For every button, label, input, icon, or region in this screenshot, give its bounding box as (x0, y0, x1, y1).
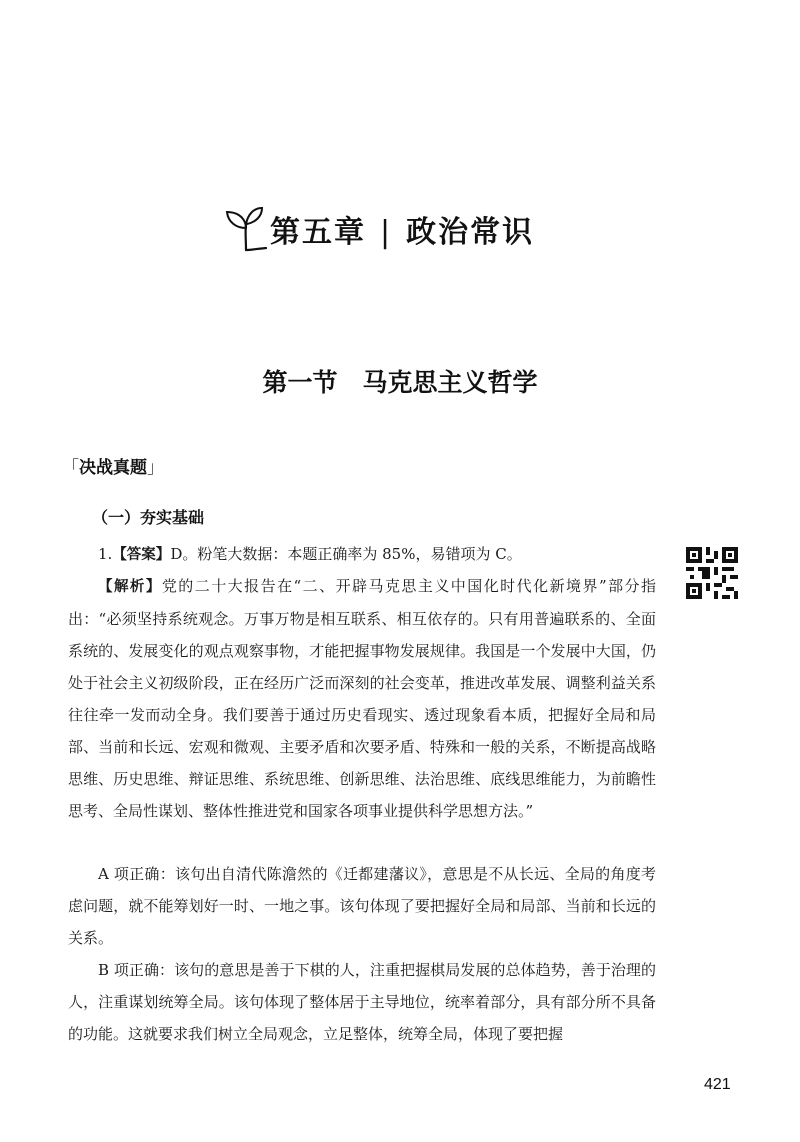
option-a-paragraph (68, 858, 656, 954)
answer-tag: 【答案】 (112, 547, 171, 563)
chapter-separator: | (380, 215, 393, 250)
option-b-text: B 项正确：该句的意思是善于下棋的人，注重把握棋局发展的总体趋势，善于治理的人，注重谋划统筹全局。该句体现了整体居于主导地位，统率着部分，具有部分所不具备的功能。这就要求我们树立全局观念，立足整体，统筹全局，体现了要把握 (68, 961, 656, 1043)
chapter-name: 政治常识 (406, 215, 535, 250)
bracket-close: 」 (147, 458, 164, 478)
page-number: 421 (704, 1076, 731, 1093)
analysis-text: 党的二十大报告在“二、开辟马克思主义中国化时代化新境界”部分指出：“必须坚持系统观念。万事万物是相互联系、相互依存的。只有用普遍联系的、全面系统的、发展变化的观点观察事物，才能把握事物发展规律。我国是一个发展中大国，仍处于社会主义初级阶段，正在经历广泛而深刻的社会变革，推进改革发展、调整利益关系往往牵一发而动全身。我们要善于通过历史看现实、透过现象看本质，把握好全局和局部、当前和长远、宏观和微观、主要矛盾和次要矛盾、特殊和一般的关系，不断提高战略思维、历史思维、辩证思维、系统思维、创新思维、法治思维、底线思维能力，为前瞻性思考、全局性谋划、整体性推进党和国家各项事业提供科学思想方法。” (68, 577, 656, 820)
chapter-number: 第五章 (270, 215, 366, 250)
bracket-heading (62, 453, 164, 478)
sprout-icon (222, 204, 268, 254)
bracket-open: 「 (62, 458, 79, 478)
question-number: 1. (98, 545, 113, 563)
sub-heading: （一）夯实基础 (92, 508, 205, 527)
option-a-text: A 项正确：该句出自清代陈澹然的《迁都建藩议》，意思是不从长远、全局的角度考虑问题，就不能筹划好一时、一地之事。该句体现了要把握好全局和局部、当前和长远的关系。 (68, 865, 656, 947)
answer-text: D。粉笔大数据：本题正确率为 85%，易错项为 C。 (170, 545, 522, 563)
bracket-heading-text: 决战真题 (79, 458, 147, 478)
option-b-paragraph (68, 954, 656, 1050)
analysis-paragraph (68, 570, 656, 827)
answer-paragraph (68, 538, 656, 571)
qr-code-icon[interactable] (686, 547, 738, 599)
chapter-title (270, 207, 534, 251)
analysis-tag: 【解析】 (98, 579, 162, 595)
section-title: 第一节 马克思主义哲学 (262, 368, 538, 397)
chapter-header (222, 204, 534, 254)
